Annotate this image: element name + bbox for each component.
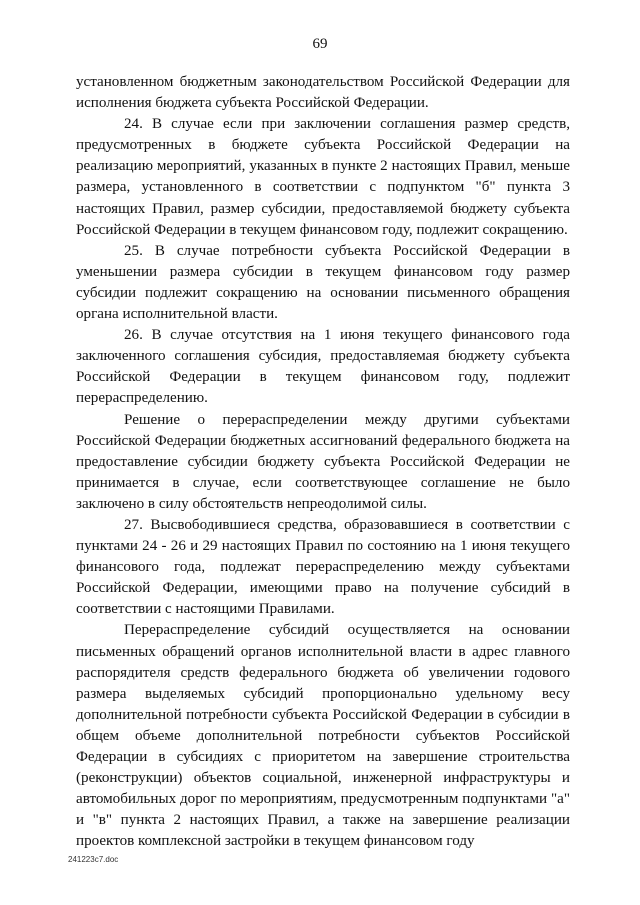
paragraph-redistribution-procedure: Перераспределение субсидий осуществляется на основании письменных обращений органов исполнительной власти в адрес главного распорядителя средств федерального бюджета об увеличении годового размера выделяемых субсидий пропорционально удельному весу дополнительной потребности субъекта Российской Федерации в субсидии в общем объеме дополнительной потребности субъектов Российской Федерации в субсидиях с приоритетом на завершение строительства (реконструкции) объектов социальной, инженерной инфраструктуры и автомобильных дорог по мероприятиям, предусмотренным подпунктами "а" и "в" пункта 2 настоящих Правил, а также на завершение реализации проектов комплексной застройки в текущем финансовом году — [76, 622, 570, 850]
paragraph-24: 24. В случае если при заключении соглашения размер средств, предусмотренных в бюджете субъекта Российской Федерации на реализацию мероприятий, указанных в пункте 2 настоящих Правил, меньше размера, установленного в соответствии с подпунктом "б" пункта 3 настоящих Правил, размер субсидии, предоставляемой бюджету субъекта Российской Федерации в текущем финансовом году, подлежит сокращению. — [76, 116, 570, 238]
document-body — [76, 72, 570, 852]
page-number: 69 — [312, 36, 328, 52]
footer-filename: 241223c7.doc — [68, 855, 119, 864]
paragraph-27: 27. Высвободившиеся средства, образовавшиеся в соответствии с пунктами 24 - 26 и 29 настоящих Правил по состоянию на 1 июня текущего финансового года, подлежат перераспределению между субъектами Российской Федерации, имеющими право на получение субсидий в соответствии с настоящими Правилами. — [76, 516, 570, 618]
paragraph-continuation: установленном бюджетным законодательством Российской Федерации для исполнения бюджета субъекта Российской Федерации. — [76, 74, 570, 112]
paragraph-26: 26. В случае отсутствия на 1 июня текущего финансового года заключенного соглашения субсидия, предоставляемая бюджету субъекта Российской Федерации в текущем финансовом году, подлежит перераспределению. — [76, 327, 570, 407]
paragraph-redistribution-decision: Решение о перераспределении между другими субъектами Российской Федерации бюджетных ассигнований федерального бюджета на предоставление субсидии бюджету субъекта Российской Федерации не принимается в случае, если соответствующее соглашение не было заключено в силу обстоятельств непреодолимой силы. — [76, 411, 570, 512]
paragraph-25: 25. В случае потребности субъекта Российской Федерации в уменьшении размера субсидии в текущем финансовом году размер субсидии подлежит сокращению на основании письменного обращения органа исполнительной власти. — [76, 242, 570, 323]
